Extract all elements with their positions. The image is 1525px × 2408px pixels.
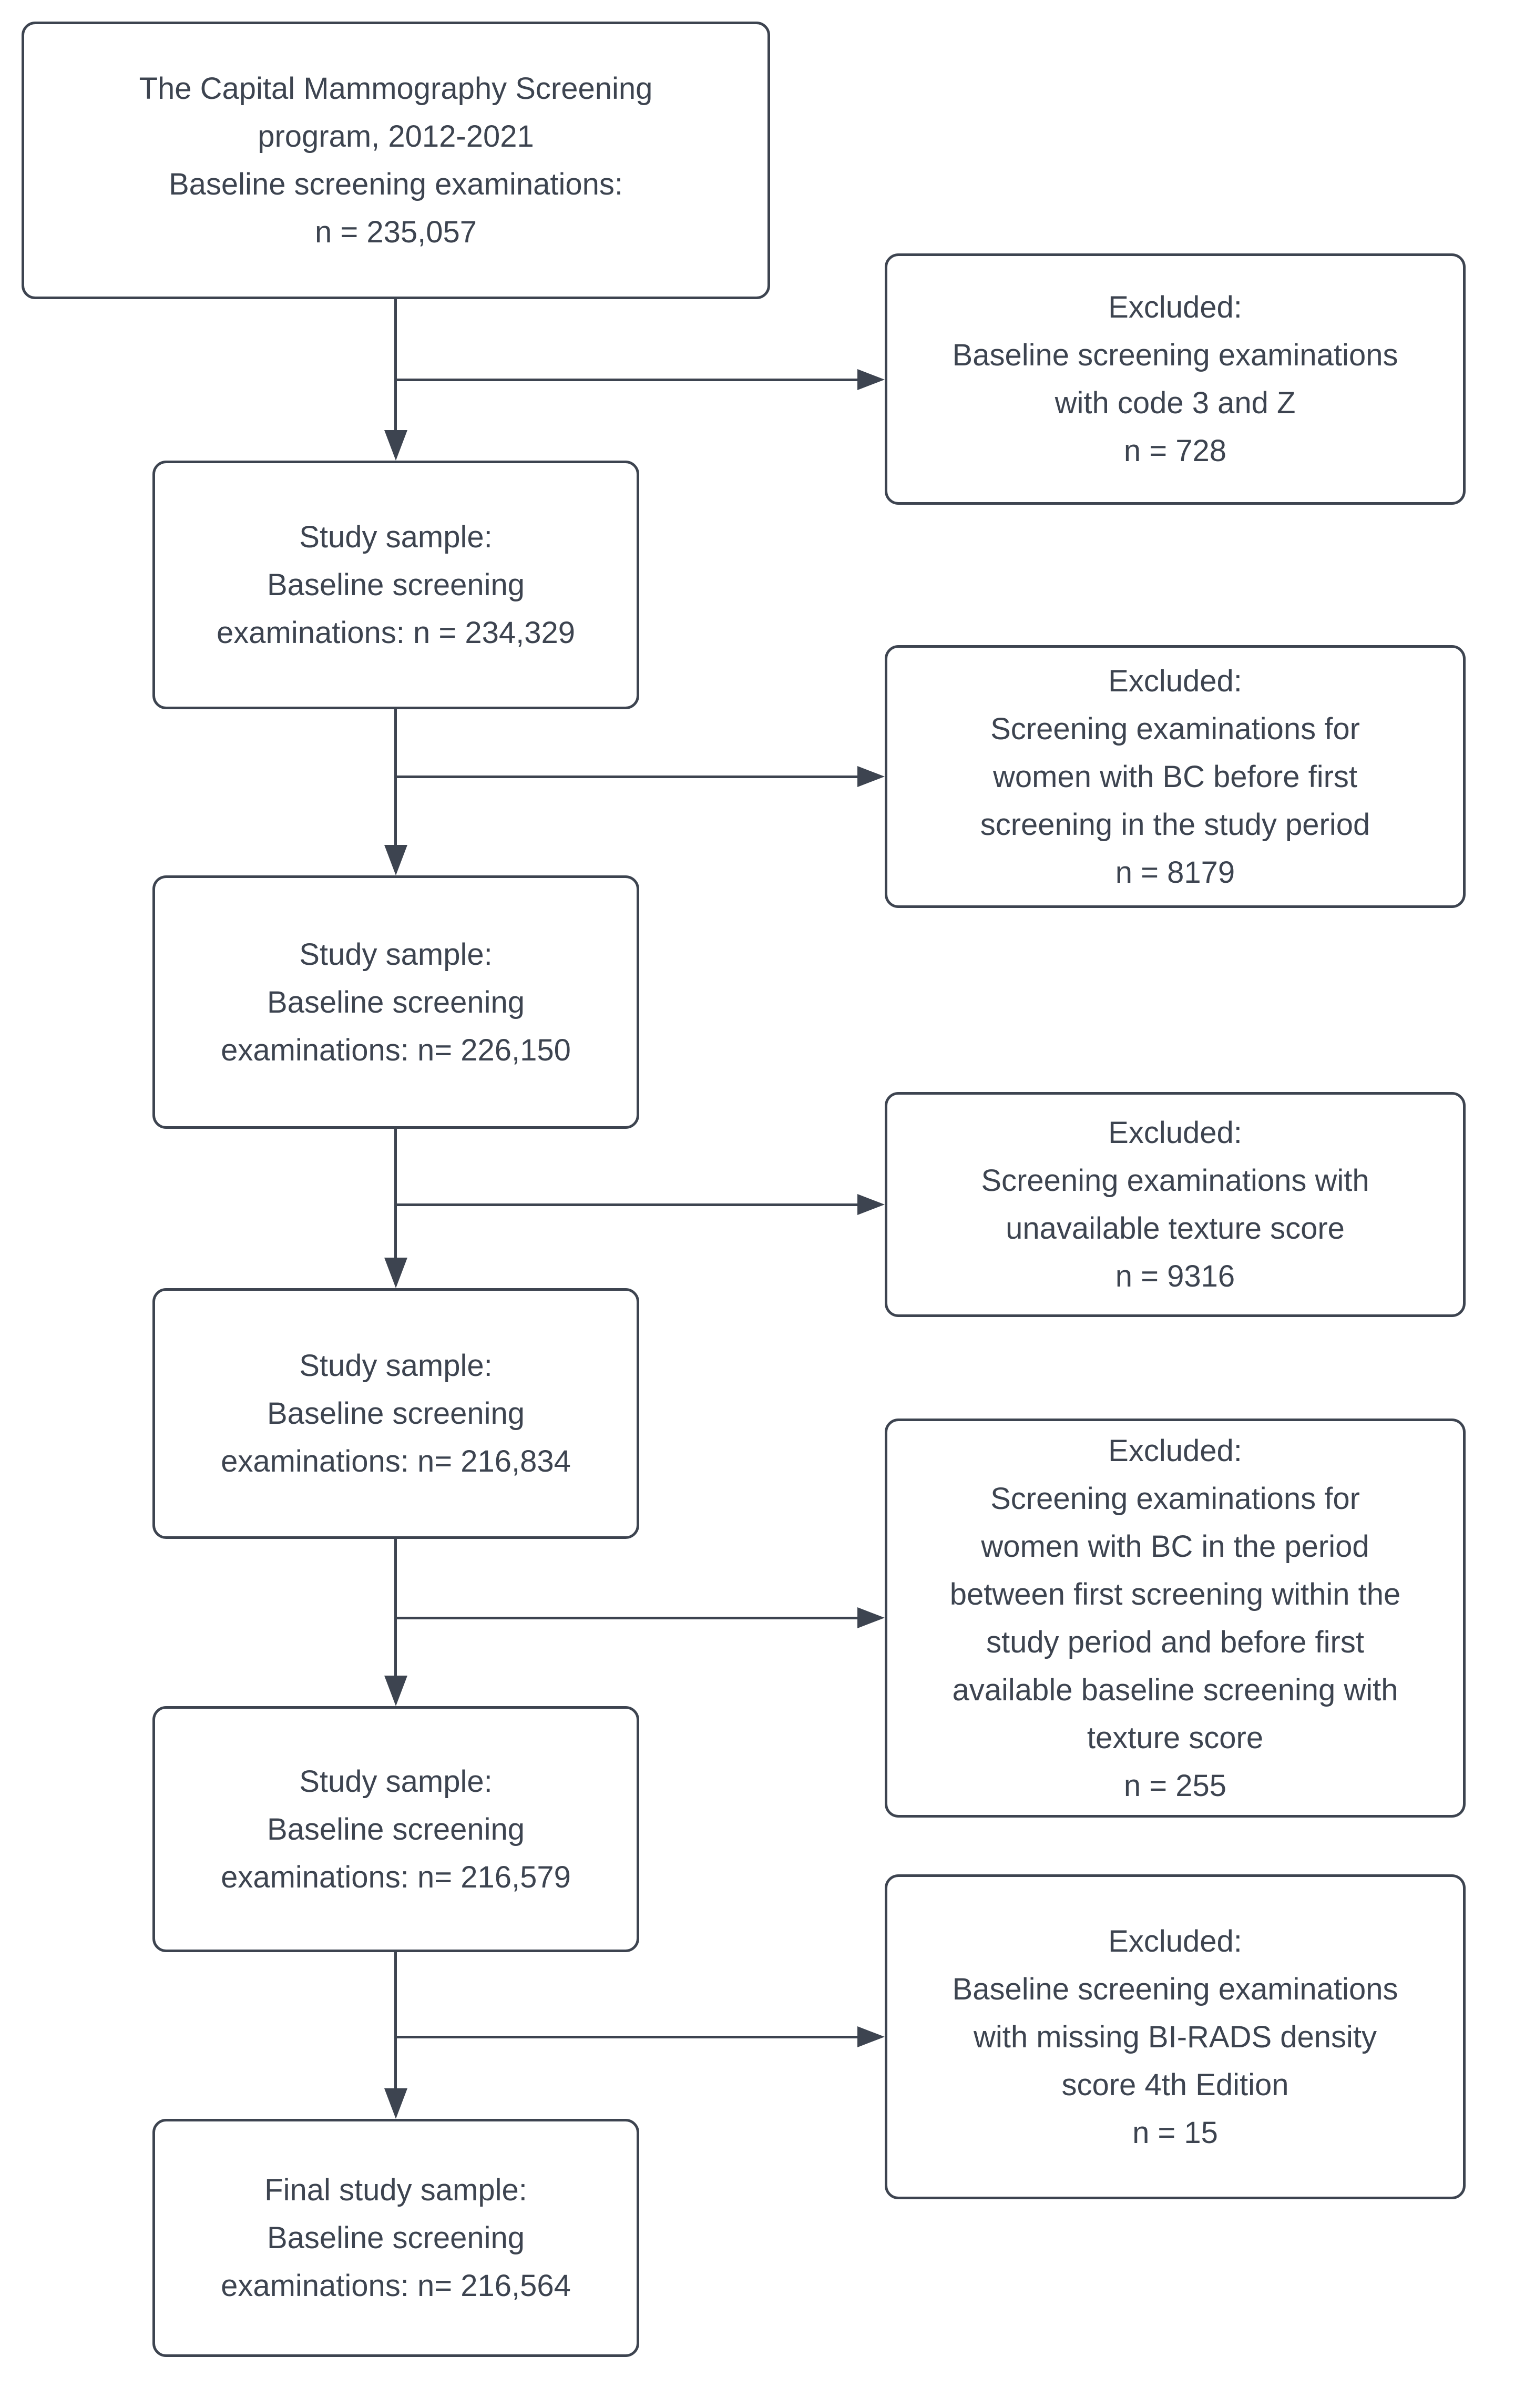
connector-vertical-4 [394,1539,397,1677]
box-excluded-bc-between-screenings [885,1419,1466,1818]
connector-horizontal-4 [394,1617,857,1619]
box-line: texture score [1087,1720,1264,1755]
arrowhead-right-1 [857,369,885,390]
box-line: Study sample: [299,520,493,554]
box-line: n = 255 [1123,1768,1227,1803]
arrowhead-right-2 [857,766,885,787]
box-line: Screening examinations with [981,1164,1369,1198]
box-excluded-bc-before-first-screening [885,645,1466,908]
connector-horizontal-5 [394,2036,857,2038]
box-line: available baseline screening with [952,1672,1398,1707]
box-line: The Capital Mammography Screening [139,72,653,106]
box-line: unavailable texture score [1006,1211,1345,1246]
box-excluded-unavailable-texture-score [885,1092,1466,1317]
box-study-sample-234329 [152,461,639,709]
box-line: Screening examinations for [990,711,1360,746]
box-study-sample-226150 [152,875,639,1129]
connector-vertical-5 [394,1952,397,2089]
box-line: n = 235,057 [314,215,477,249]
box-line: Baseline screening examinations: [168,167,623,201]
arrowhead-right-5 [857,2026,885,2047]
arrowhead-right-4 [857,1607,885,1628]
box-line: Final study sample: [264,2173,527,2207]
box-line: Baseline screening [267,568,525,602]
box-line: Study sample: [299,937,493,972]
box-line: Excluded: [1108,1116,1242,1150]
box-line: between first screening within the [949,1577,1401,1611]
box-line: Excluded: [1108,664,1242,698]
connector-horizontal-1 [394,379,857,381]
box-line: screening in the study period [980,807,1370,842]
box-line: Study sample: [299,1764,493,1799]
box-line: examinations: n= 216,834 [221,1444,571,1478]
box-study-sample-216579 [152,1706,639,1952]
box-line: examinations: n = 234,329 [217,616,575,650]
box-line: Baseline screening [267,1396,525,1431]
box-final-study-sample [152,2119,639,2357]
box-line: Excluded: [1108,1924,1242,1958]
arrowhead-down-5 [384,2088,407,2119]
box-line: women with BC in the period [981,1529,1369,1564]
box-line: n = 8179 [1115,855,1235,890]
box-line: examinations: n= 226,150 [221,1033,571,1067]
box-line: Study sample: [299,1349,493,1383]
box-excluded-code-3-and-z [885,253,1466,505]
box-line: score 4th Edition [1061,2067,1289,2102]
box-screening-program [22,22,770,299]
box-line: program, 2012-2021 [258,119,534,154]
box-line: Baseline screening examinations [952,1972,1398,2006]
arrowhead-right-3 [857,1194,885,1215]
box-excluded-missing-birads [885,1874,1466,2199]
box-line: Baseline screening [267,1812,525,1846]
box-line: Baseline screening [267,985,525,1019]
connector-vertical-1 [394,299,397,431]
box-line: Baseline screening examinations [952,338,1398,372]
box-line: examinations: n= 216,564 [221,2269,571,2303]
box-line: Screening examinations for [990,1481,1360,1516]
box-line: study period and before first [986,1625,1364,1659]
box-line: n = 15 [1132,2115,1218,2150]
box-line: Excluded: [1108,1433,1242,1468]
box-study-sample-216834 [152,1288,639,1539]
box-line: examinations: n= 216,579 [221,1860,571,1894]
connector-vertical-3 [394,1129,397,1259]
box-line: n = 728 [1123,434,1227,468]
box-line: women with BC before first [992,759,1358,794]
arrowhead-down-4 [384,1676,407,1706]
box-line: with missing BI-RADS density [973,2019,1377,2054]
box-line: with code 3 and Z [1055,386,1296,420]
box-line: Baseline screening [267,2221,525,2255]
box-line: Excluded: [1108,290,1242,324]
arrowhead-down-1 [384,430,407,461]
arrowhead-down-2 [384,845,407,875]
box-line: n = 9316 [1115,1259,1235,1293]
connector-horizontal-2 [394,776,857,778]
arrowhead-down-3 [384,1258,407,1288]
connector-horizontal-3 [394,1203,857,1206]
